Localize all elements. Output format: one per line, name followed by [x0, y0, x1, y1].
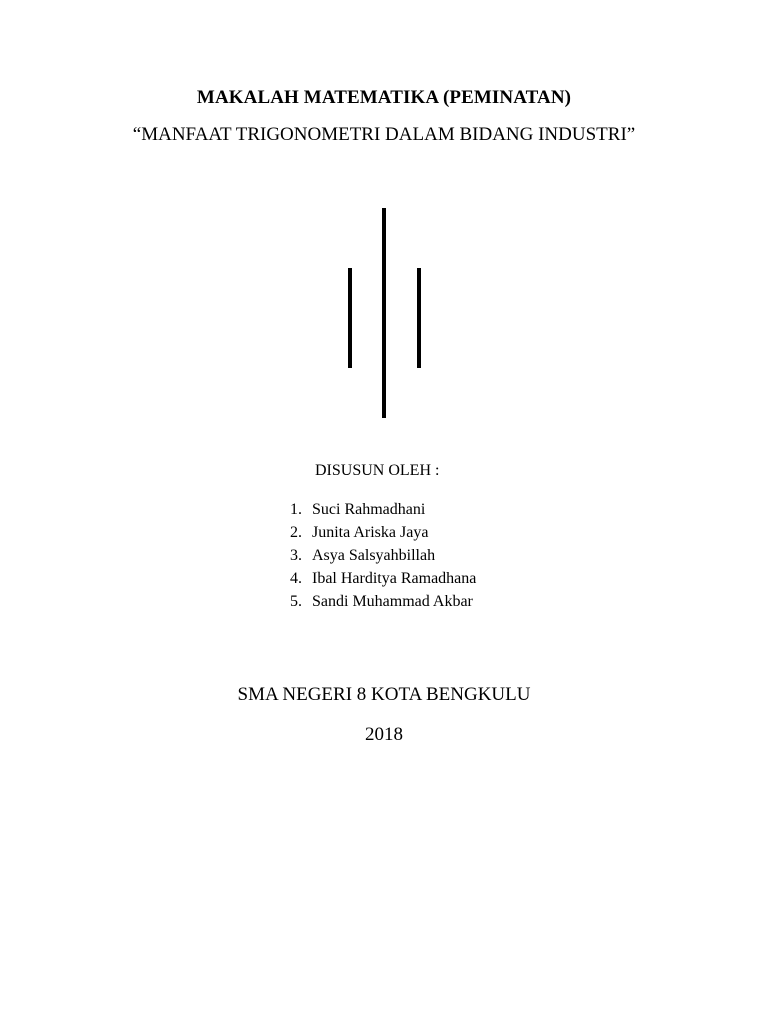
author-number: 2.: [290, 524, 302, 541]
document-title: MAKALAH MATEMATIKA (PEMINATAN): [196, 87, 572, 108]
author-name: Sandi Muhammad Akbar: [312, 593, 473, 610]
school-name: SMA NEGERI 8 KOTA BENGKULU: [237, 684, 531, 705]
ornament-left-line: [348, 268, 352, 368]
author-name: Junita Ariska Jaya: [312, 524, 429, 541]
author-name: Suci Rahmadhani: [312, 501, 426, 518]
author-number: 5.: [290, 593, 302, 610]
author-number: 3.: [290, 547, 302, 564]
document-year: 2018: [365, 724, 403, 745]
ornament-center-line: [382, 208, 386, 418]
author-name: Asya Salsyahbillah: [312, 547, 436, 564]
document-subtitle: “MANFAAT TRIGONOMETRI DALAM BIDANG INDUSTRI”: [132, 124, 636, 145]
list-item: [290, 544, 476, 567]
vertical-lines-ornament: [340, 208, 430, 420]
author-number: 1.: [290, 501, 302, 518]
author-list: [290, 498, 476, 613]
list-item: [290, 521, 476, 544]
list-item: [290, 567, 476, 590]
list-item: [290, 498, 476, 521]
ornament-right-line: [417, 268, 421, 368]
list-item: [290, 590, 476, 613]
author-name: Ibal Harditya Ramadhana: [312, 570, 477, 587]
authored-by-label: DISUSUN OLEH :: [315, 462, 440, 479]
author-number: 4.: [290, 570, 302, 587]
